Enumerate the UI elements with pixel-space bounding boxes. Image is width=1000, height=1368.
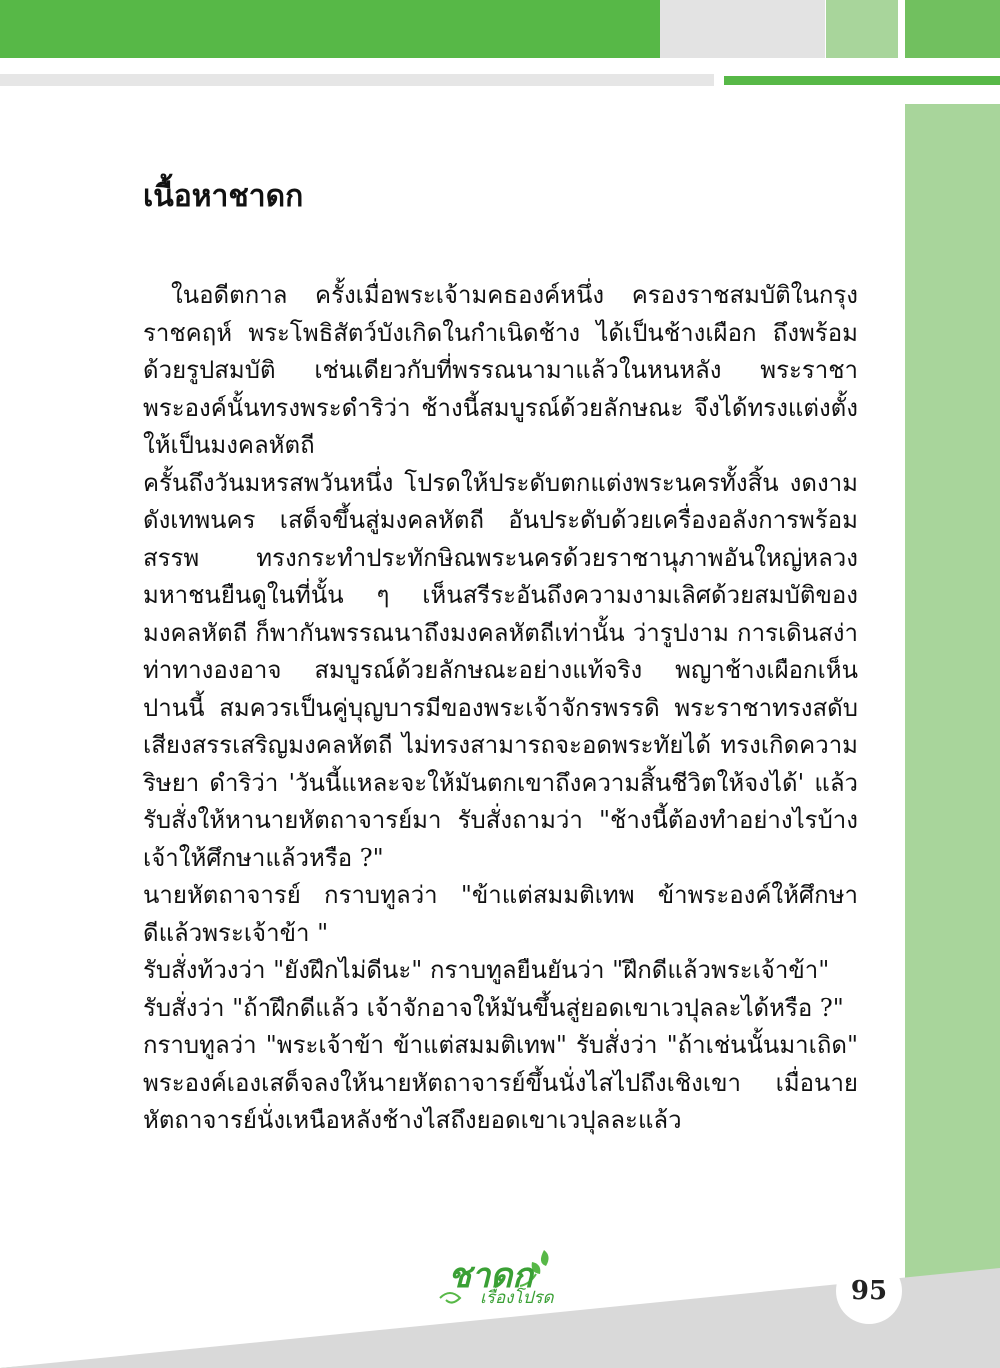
logo-sub-text: เรื่องโปรด — [480, 1288, 554, 1308]
story-paragraph: ครั้นถึงวันมหรสพวันหนึ่ง โปรดให้ประดับตกแต่งพระนครทั้งสิ้น งดงามดังเทพนคร เสด็จขึ้นสู่มงคลหัตถี อันประดับด้วยเครื่องอลังการพร้อมสรรพ ทรงกระทำประทักษิณพระนครด้วยราชานุภาพอันใหญ่หลวง มหาชนยืนดูในที่นั้น ๆ เห็นสรีระอันถึงความงามเลิศด้วยสมบัติของมงคลหัตถี ก็พากันพรรณนาถึงมงคลหัตถีเท่านั้น ว่ารูปงาม การเดินสง่า ท่าทางองอาจ สมบูรณ์ด้วยลักษณะอย่างแท้จริง พญาช้างเผือกเห็นปานนี้ สมควรเป็นคู่บุญบารมีของพระเจ้าจักรพรรดิ พระราชาทรงสดับเสียงสรรเสริญมงคลหัตถี ไม่ทรงสามารถจะอดพระทัยได้ ทรงเกิดความริษยา ดำริว่า 'วันนี้แหละจะให้มันตกเขาถึงความสิ้นชีวิตให้จงได้' แล้วรับสั่งให้หานายหัตถาจารย์มา รับสั่งถามว่า "ช้างนี้ต้องทำอย่างไรบ้าง เจ้าให้ศึกษาแล้วหรือ ?" — [143, 468, 858, 872]
header-light-green-band — [826, 0, 898, 58]
story-paragraph: รับสั่งท้วงว่า "ยังฝึกไม่ดีนะ" กราบทูลยืนยันว่า "ฝึกดีแล้วพระเจ้าข้า" — [143, 956, 830, 984]
story-paragraph: รับสั่งว่า "ถ้าฝึกดีแล้ว เจ้าจักอาจให้มันขึ้นสู่ยอดเขาเวปุลละได้หรือ ?" — [143, 993, 844, 1022]
header-gray-stripe — [0, 74, 714, 86]
page-number: 95 — [850, 1276, 888, 1306]
header-gray-band — [660, 0, 825, 58]
story-paragraph: ในอดีตกาล ครั้งเมื่อพระเจ้ามคธองค์หนึ่ง ครองราชสมบัติในกรุงราชคฤห์ พระโพธิสัตว์บังเกิดในกำเนิดช้าง ได้เป็นช้างเผือก ถึงพร้อมด้วยรูปสมบัติ เช่นเดียวกับที่พรรณนามาแล้วในหนหลัง พระราชาพระองค์นั้นทรงพระดำริว่า ช้างนี้สมบูรณ์ด้วยลักษณะ จึงได้ทรงแต่งตั้งให้เป็นมงคลหัตถี — [143, 281, 858, 459]
page-number-badge — [836, 1258, 902, 1324]
page-title: เนื้อหาชาดก — [143, 179, 304, 214]
header-green-band — [0, 0, 660, 58]
story-paragraph: กราบทูลว่า "พระเจ้าข้า ข้าแต่สมมติเทพ" รับสั่งว่า "ถ้าเช่นนั้นมาเถิด" พระองค์เองเสด็จลงให้นายหัตถาจารย์ขึ้นนั่งไสไปถึงเชิงเขา เมื่อนายหัตถาจารย์นั่งเหนือหลังช้างไสถึงยอดเขาเวปุลละแล้ว — [143, 1031, 858, 1134]
page-content — [143, 165, 858, 1140]
right-side-panel — [905, 104, 1000, 1368]
book-logo — [436, 1244, 561, 1314]
header-green-right-band — [905, 0, 1000, 58]
story-paragraph: นายหัตถาจารย์ กราบทูลว่า "ข้าแต่สมมติเทพ ข้าพระองค์ให้ศึกษาดีแล้วพระเจ้าข้า " — [143, 881, 858, 947]
logo-main-text: ชาดก — [448, 1256, 533, 1296]
header-green-stripe — [724, 76, 1000, 85]
